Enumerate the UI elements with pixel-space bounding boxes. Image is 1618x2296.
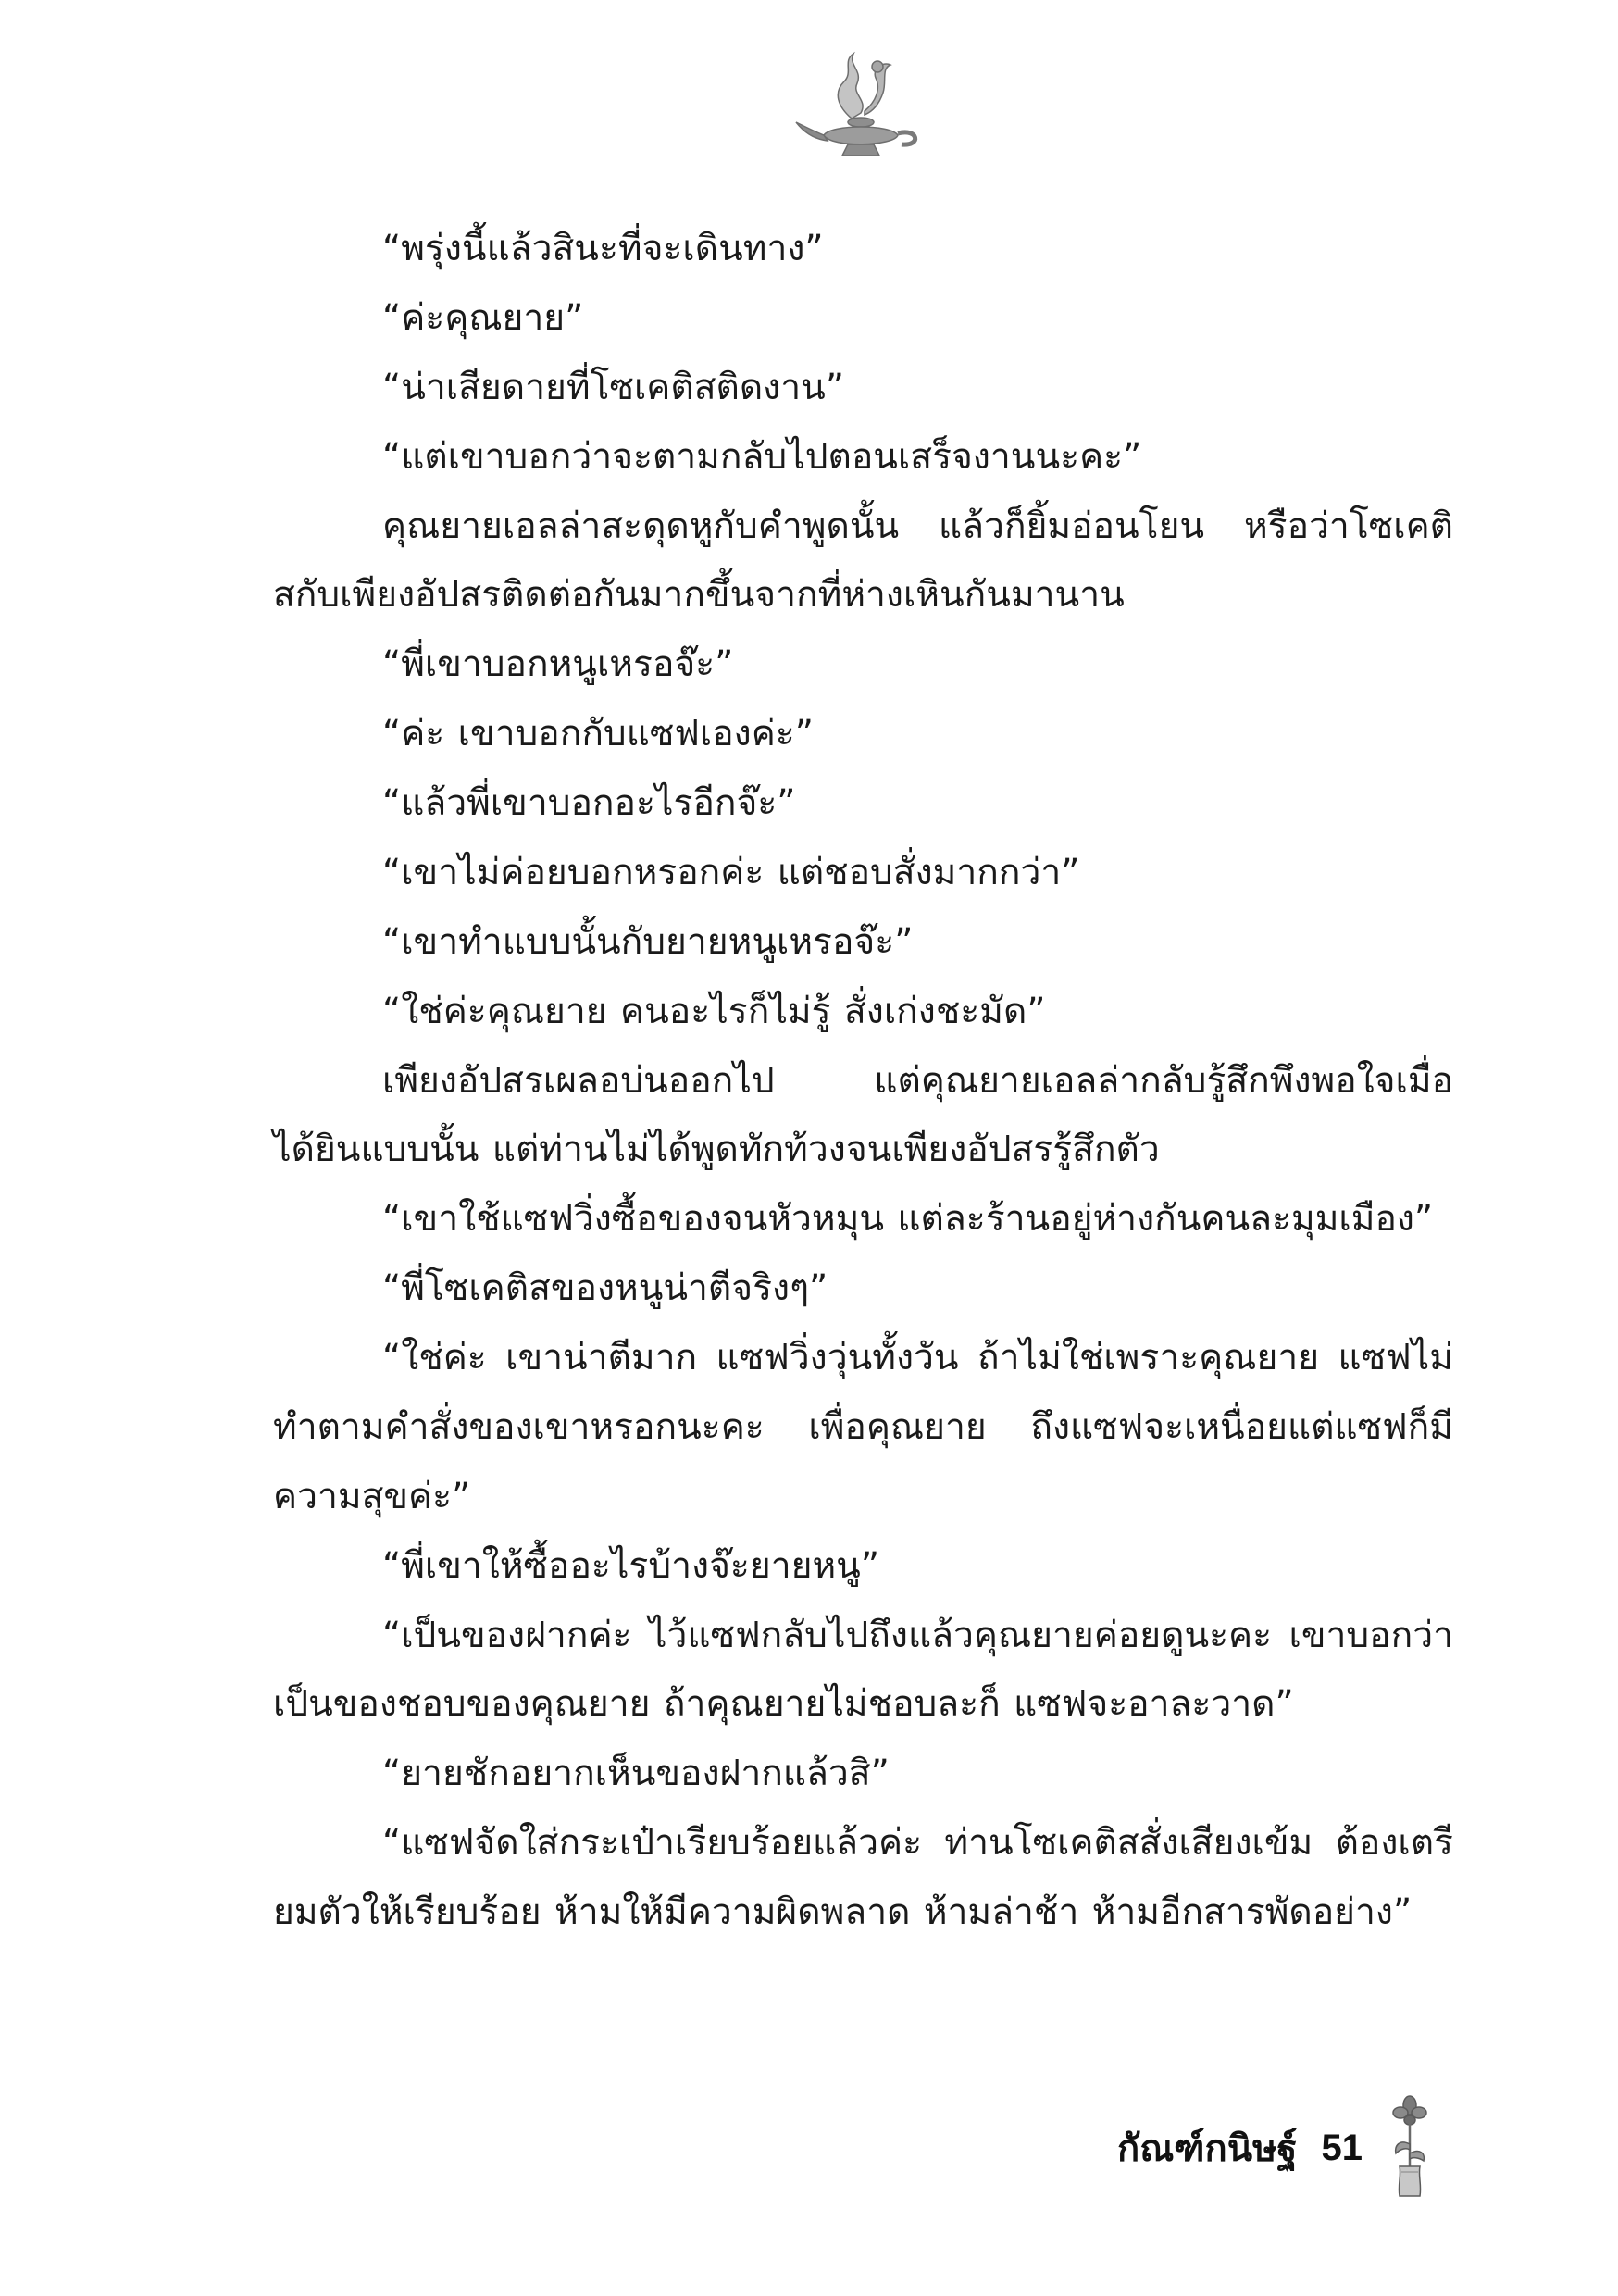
paragraph: “ค่ะคุณยาย” [382, 296, 584, 339]
paragraph: “เป็นของฝากค่ะ ไว้แซฟกลับไปถึงแล้วคุณยายค่อยดูนะคะ เขาบอกว่าเป็นของชอบของคุณยาย ถ้าคุณยายไม่ชอบละก็ แซฟจะอาละวาด” [273, 1614, 1453, 1726]
paragraph: “เขาทำแบบนั้นกับยายหนูเหรอจ๊ะ” [382, 920, 914, 963]
paragraph: “แล้วพี่เขาบอกอะไรอีกจ๊ะ” [382, 782, 796, 824]
paragraph: “แซฟจัดใส่กระเป๋าเรียบร้อยแล้วค่ะ ท่านโซเคติสสั่งเสียงเข้ม ต้องเตรียมตัวให้เรียบร้อย ห้ามให้มีความผิดพลาด ห้ามล่าช้า ห้ามอีกสารพัดอย่าง” [273, 1822, 1453, 1933]
paragraph: เพียงอัปสรเผลอบ่นออกไป แต่คุณยายเอลล่ากลับรู้สึกพึงพอใจเมื่อได้ยินแบบนั้น แต่ท่านไม่ได้พูดทักท้วงจนเพียงอัปสรรู้สึกตัว [273, 1059, 1453, 1171]
paragraph: “พี่โซเคติสของหนูน่าตีจริงๆ” [382, 1267, 828, 1310]
paragraph: “ค่ะ เขาบอกกับแซฟเองค่ะ” [382, 713, 814, 755]
paragraph: “เขาใช้แซฟวิ่งซื้อของจนหัวหมุน แต่ละร้านอยู่ห่างกันคนละมุมเมือง” [382, 1198, 1434, 1241]
paragraph: “พี่เขาให้ซื้ออะไรบ้างจ๊ะยายหนู” [382, 1544, 880, 1587]
genie-lamp-icon [787, 46, 926, 167]
body-text [273, 215, 1453, 1948]
page-footer [1117, 2083, 1433, 2213]
paragraph: “พี่เขาบอกหนูเหรอจ๊ะ” [382, 643, 734, 686]
paragraph: “ยายชักอยากเห็นของฝากแล้วสิ” [382, 1753, 890, 1795]
paragraph: คุณยายเอลล่าสะดุดหูกับคำพูดนั้น แล้วก็ยิ้มอ่อนโยน หรือว่าโซเคติสกับเพียงอัปสรติดต่อกันมากขึ้นจากที่ห่างเหินกันมานาน [273, 505, 1453, 617]
paragraph: “พรุ่งนี้แล้วสินะที่จะเดินทาง” [382, 228, 824, 269]
book-title: กัณฑ์กนิษฐ์ [1116, 2128, 1298, 2170]
paragraph: “แต่เขาบอกว่าจะตามกลับไปตอนเสร็จงานนะคะ” [382, 435, 1142, 478]
page-number: 51 [1321, 2127, 1363, 2168]
paragraph: “ใช่ค่ะ เขาน่าตีมาก แซฟวิ่งวุ่นทั้งวัน ถ้าไม่ใช่เพราะคุณยาย แซฟไม่ทำตามคำสั่งของเขาหรอกนะคะ เพื่อคุณยาย ถึงแซฟจะเหนื่อยแต่แซฟก็มีความสุขค่ะ” [273, 1337, 1453, 1517]
paragraph: “ใช่ค่ะคุณยาย คนอะไรก็ไม่รู้ สั่งเก่งชะมัด” [382, 990, 1046, 1032]
paragraph: “น่าเสียดายที่โซเคติสติดงาน” [382, 366, 844, 408]
paragraph: “เขาไม่ค่อยบอกหรอกค่ะ แต่ชอบสั่งมากกว่า” [382, 851, 1080, 893]
flower-vase-icon [1387, 2092, 1433, 2203]
